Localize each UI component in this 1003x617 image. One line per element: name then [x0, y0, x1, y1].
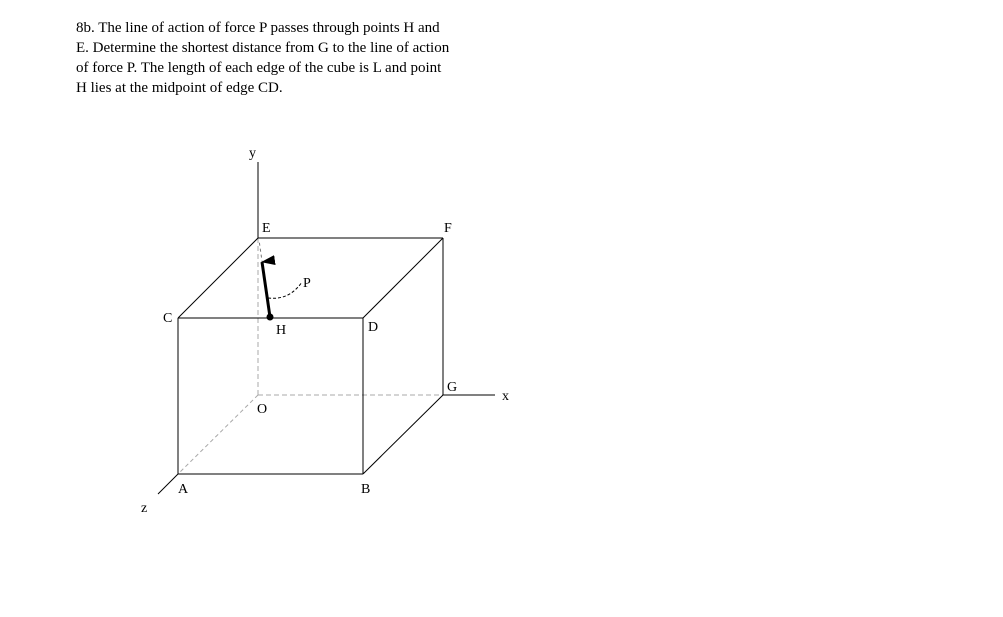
label-c: C — [163, 311, 173, 326]
z-axis — [158, 474, 178, 494]
label-o: O — [257, 402, 268, 417]
label-p: P — [303, 276, 311, 291]
label-d: D — [368, 320, 379, 335]
label-h: H — [276, 323, 287, 338]
label-a: A — [178, 482, 189, 497]
label-z: z — [141, 501, 148, 516]
label-e: E — [262, 221, 271, 236]
problem-line-1: 8b. The line of action of force P passes through points H and — [76, 20, 440, 36]
label-y: y — [249, 146, 256, 161]
hidden-edge-oa — [178, 395, 258, 474]
force-leader — [268, 282, 302, 298]
point-h-dot — [267, 314, 274, 321]
force-vector-p — [262, 262, 270, 317]
edge-gb — [363, 395, 443, 474]
edge-fd — [363, 238, 443, 318]
problem-line-2: E. Determine the shortest distance from G to the line of action — [76, 40, 450, 56]
label-b: B — [361, 482, 371, 497]
label-x: x — [502, 389, 509, 404]
label-g: G — [447, 380, 458, 395]
problem-line-3: of force P. The length of each edge of the cube is L and point — [76, 60, 442, 76]
label-f: F — [444, 221, 452, 236]
edge-ec — [178, 238, 258, 318]
problem-line-4: H lies at the midpoint of edge CD. — [76, 80, 283, 96]
